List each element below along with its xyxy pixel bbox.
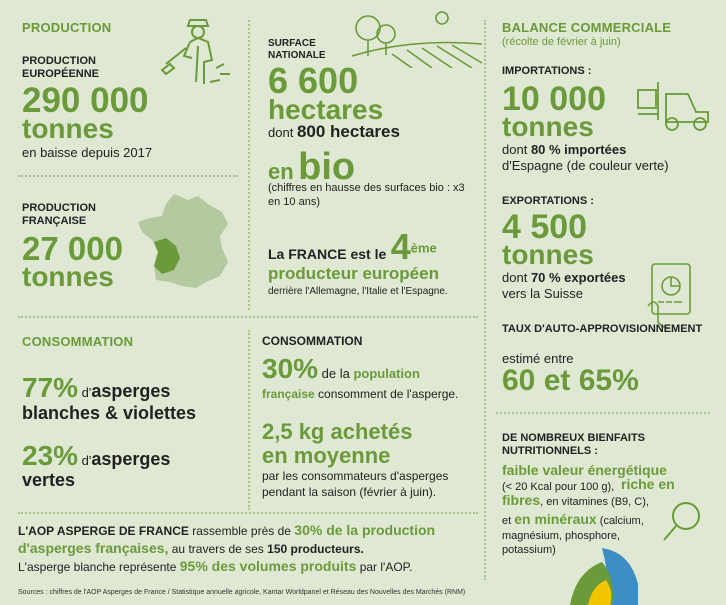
- imports-note: [502, 142, 626, 158]
- benefit-3-note: , en vitamines (B9, C),: [540, 496, 649, 508]
- section-production-title: PRODUCTION: [22, 20, 112, 35]
- dont-word: dont: [268, 125, 294, 140]
- benefit-6: potassium): [502, 544, 556, 556]
- eu-production-label: PRODUCTION EUROPÉENNE: [22, 55, 100, 80]
- exports-unit: tonnes: [502, 239, 594, 270]
- imports-label: IMPORTATIONS :: [502, 65, 592, 77]
- pct-text-b: population: [353, 366, 420, 381]
- divider: [248, 20, 250, 310]
- farmer-icon: [160, 12, 240, 92]
- divider: [484, 20, 486, 580]
- consumption-white-purple: [22, 372, 170, 404]
- bio-word: bio: [298, 146, 356, 188]
- logo-icon: [566, 548, 642, 605]
- aop-l3-b: 95% des volumes produits: [179, 558, 357, 574]
- surface-unit: hectares: [268, 94, 384, 125]
- pct-text-a: de la: [318, 366, 354, 381]
- imports-value: [502, 80, 606, 142]
- surface-value: [268, 60, 384, 125]
- divider: [18, 175, 238, 177]
- fr-production-value: [22, 230, 123, 292]
- pct1-text-c: blanches & violettes: [22, 403, 197, 423]
- imports-note-post: d'Espagne (de couleur verte): [502, 158, 669, 173]
- magnifier-icon: [660, 496, 708, 544]
- divider: [18, 316, 478, 318]
- aop-line2: [18, 540, 364, 557]
- ranking-block: [268, 226, 478, 267]
- france-map-icon: [136, 190, 236, 295]
- benefit-3: fibres: [502, 492, 541, 508]
- section-consumption-mid: CONSOMMATION: [262, 334, 363, 348]
- surface-number: 6 600: [268, 60, 359, 101]
- aop-l1-b: rassemble près de: [188, 524, 295, 538]
- divider: [496, 412, 710, 414]
- fr-production-label: PRODUCTION FRANÇAISE: [22, 202, 96, 227]
- section-balance-title: BALANCE COMMERCIALE: [502, 20, 672, 35]
- aop-line3: [18, 558, 412, 575]
- aop-line1: [18, 522, 435, 539]
- benefit-4-pre: et: [502, 515, 515, 527]
- divider: [18, 512, 478, 514]
- aop-l1-c: 30% de la production: [294, 522, 436, 538]
- exports-note-pct: 70 % exportées: [530, 270, 626, 285]
- benefit-4-note: (calcium,: [596, 515, 644, 527]
- aop-l2-a: d'asperges françaises,: [18, 540, 169, 556]
- tablet-chart-icon: [642, 260, 702, 330]
- consumption-green: [22, 440, 170, 472]
- fr-value-number: 27 000: [22, 230, 123, 267]
- ranking-title: producteur européen: [268, 264, 439, 283]
- bio-hectares-value: 800 hectares: [296, 122, 400, 141]
- pct-green: 23%: [22, 440, 79, 471]
- imports-note-pct: 80 % importées: [530, 142, 627, 157]
- eu-value-unit: tonnes: [22, 113, 114, 144]
- kg-note1: par les consommateurs d'asperges: [262, 469, 449, 483]
- tree-field-icon: [352, 8, 482, 68]
- kg-value: [262, 420, 412, 468]
- pct2-text-b: asperges: [91, 449, 171, 469]
- exports-label: EXPORTATIONS :: [502, 195, 594, 207]
- aop-l2-c: 150 producteurs.: [267, 542, 364, 556]
- ranking-prefix: La FRANCE est le: [268, 246, 387, 262]
- benefits-title: DE NOMBREUX BIENFAITS NUTRITIONNELS :: [502, 432, 646, 457]
- benefit-2: riche en: [621, 476, 675, 492]
- surface-label: SURFACE NATIONALE: [268, 38, 326, 61]
- sources: Sources : chiffres de l'AOP Asperges de France / Statistique annuelle agricole, Kantar Worldpanel et Réseau des Nouvelles des Marchés (RNM): [18, 589, 466, 596]
- section-consumption-left: CONSOMMATION: [22, 334, 134, 349]
- exports-note-post: vers la Suisse: [502, 286, 583, 301]
- pct-text-d: consomment de l'asperge.: [314, 387, 459, 401]
- kg-note2: pendant la saison (février à juin).: [262, 485, 437, 499]
- aop-l3-c: par l'AOP.: [356, 560, 413, 574]
- pct2-text-c: vertes: [22, 470, 76, 490]
- benefit-5: magnésium, phosphore,: [502, 530, 621, 542]
- exports-note: [502, 270, 626, 286]
- pct2-text-a: d': [78, 453, 92, 468]
- benefit-1: faible valeur énergétique: [502, 462, 667, 478]
- surface-note: (chiffres en hausse des surfaces bio : x3 en 10 ans): [268, 182, 465, 208]
- forklift-icon: [636, 74, 716, 134]
- eu-value-number: 290 000: [22, 81, 149, 120]
- pct1-text-b: asperges: [91, 381, 171, 401]
- fr-value-unit: tonnes: [22, 261, 114, 292]
- balance-subtitle: (récolte de février à juin): [502, 36, 621, 48]
- consumption-population: [262, 353, 482, 385]
- kg-line1: 2,5 kg achetés: [262, 419, 413, 444]
- eu-production-note: en baisse depuis 2017: [22, 145, 153, 160]
- pct-population: 30%: [262, 353, 319, 384]
- ranking-note: derrière l'Allemagne, l'Italie et l'Espagne.: [268, 286, 448, 297]
- bio-hectares-line: [268, 124, 400, 141]
- pct-white-purple: 77%: [22, 372, 79, 403]
- self-sufficiency-value: 60 et 65%: [502, 364, 639, 397]
- benefit-1-note: (< 20 Kcal pour 100 g),: [502, 481, 615, 493]
- ranking-number: 4: [390, 226, 411, 267]
- divider: [248, 330, 250, 510]
- self-sufficiency-note: estimé entre: [502, 351, 574, 366]
- imports-number: 10 000: [502, 80, 606, 118]
- ranking-suffix: ème: [410, 240, 437, 256]
- pct-line2: [262, 386, 458, 402]
- eu-production-value: [22, 81, 149, 144]
- benefit-4: en minéraux: [514, 511, 597, 527]
- pct-text-c: française: [262, 387, 315, 401]
- self-sufficiency-label: TAUX D'AUTO-APPROVISIONNEMENT: [502, 323, 703, 335]
- benefit-3-line: [502, 492, 649, 510]
- exports-number: 4 500: [502, 208, 588, 246]
- aop-l3-a: L'asperge blanche représente: [18, 560, 180, 574]
- imports-note-pre: dont: [502, 142, 528, 157]
- kg-line2: en moyenne: [262, 443, 391, 468]
- exports-note-pre: dont: [502, 270, 528, 285]
- aop-l1-a: L'AOP ASPERGE DE FRANCE: [18, 524, 189, 538]
- exports-value: [502, 208, 594, 270]
- pct1-text-a: d': [78, 385, 92, 400]
- en-word: en: [268, 159, 294, 184]
- imports-unit: tonnes: [502, 111, 594, 142]
- aop-l2-b: au travers de ses: [168, 542, 268, 556]
- benefit-4-line: [502, 511, 644, 529]
